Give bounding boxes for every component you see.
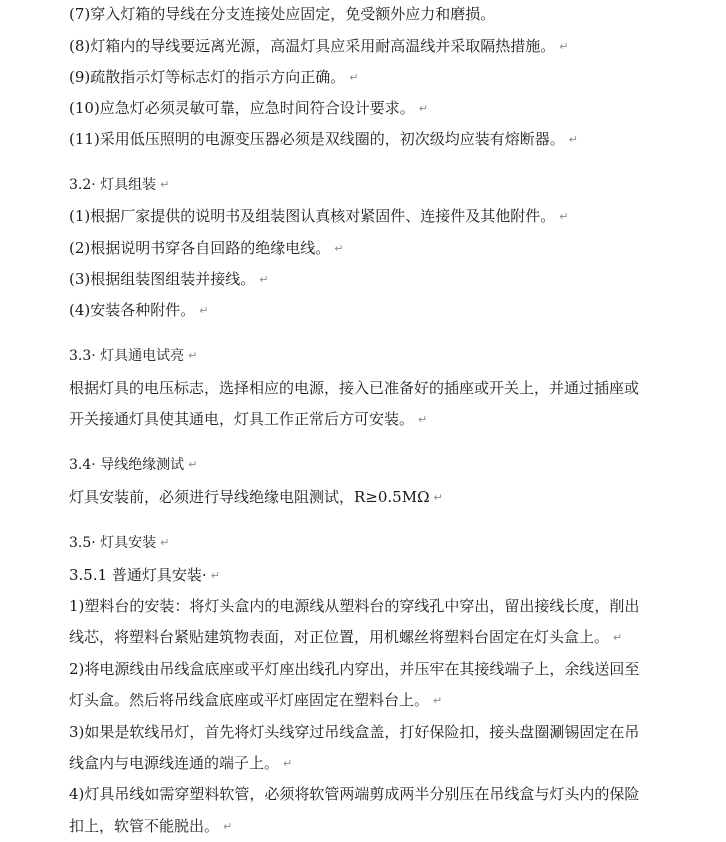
list-item-11: (11)采用低压照明的电源变压器必须是双线圈的，初次级均应装有熔断器。 ↵ <box>69 130 579 148</box>
paragraph-line: 灯头盒。然后将吊线盒底座或平灯座固定在塑料台上。 ↵ <box>69 691 443 709</box>
list-item-3: (3)根据组装图组装并接线。 ↵ <box>69 270 269 288</box>
paragraph-mark-icon: ↵ <box>188 349 198 362</box>
paragraph-mark-icon: ↵ <box>199 304 209 317</box>
subsection-heading-3-5-1: 3.5.1 普通灯具安装· ↵ <box>69 566 220 584</box>
paragraph-mark-icon: ↵ <box>349 71 359 84</box>
paragraph-line: 3)如果是软线吊灯，首先将灯头线穿过吊线盒盖，打好保险扣，接头盘圈涮锡固定在吊 <box>69 723 640 741</box>
paragraph-mark-icon: ↵ <box>283 757 293 770</box>
paragraph-mark-icon: ↵ <box>559 210 569 223</box>
paragraph-line: 线芯，将塑料台紧贴建筑物表面，对正位置，用机螺丝将塑料台固定在灯头盒上。 ↵ <box>69 628 623 646</box>
list-item-1: (1)根据厂家提供的说明书及组装图认真核对紧固件、连接件及其他附件。 ↵ <box>69 207 569 225</box>
paragraph-mark-icon: ↵ <box>210 569 220 582</box>
section-heading-3-3: 3.3· 灯具通电试亮 ↵ <box>69 348 198 364</box>
paragraph-mark-icon: ↵ <box>433 491 443 504</box>
list-item-8: (8)灯箱内的导线要远离光源，高温灯具应采用耐高温线并采取隔热措施。 ↵ <box>69 37 569 55</box>
paragraph-mark-icon: ↵ <box>568 133 579 146</box>
paragraph-line: 2)将电源线由吊线盒底座或平灯座出线孔内穿出，并压牢在其接线端子上，余线送回至 <box>69 660 640 678</box>
paragraph-mark-icon: ↵ <box>418 102 429 115</box>
paragraph-mark-icon: ↵ <box>223 820 233 833</box>
list-item-9: (9)疏散指示灯等标志灯的指示方向正确。 ↵ <box>69 68 359 86</box>
paragraph-mark-icon: ↵ <box>613 631 623 644</box>
paragraph-line: 1)塑料台的安装：将灯头盒内的电源线从塑料台的穿线孔中穿出，留出接线长度，削出 <box>69 597 640 615</box>
section-heading-3-5: 3.5· 灯具安装 ↵ <box>69 535 170 551</box>
paragraph-line: 扣上，软管不能脱出。 ↵ <box>69 817 233 835</box>
paragraph-mark-icon: ↵ <box>334 242 344 255</box>
list-item-4: (4)安装各种附件。 ↵ <box>69 301 209 319</box>
paragraph-mark-icon: ↵ <box>418 413 428 426</box>
paragraph-line: 线盒内与电源线连通的端子上。 ↵ <box>69 754 293 772</box>
paragraph-line: 灯具安装前，必须进行导线绝缘电阻测试，R≥0.5MΩ ↵ <box>69 488 443 506</box>
list-item-2: (2)根据说明书穿各自回路的绝缘电线。 ↵ <box>69 239 344 257</box>
section-heading-3-4: 3.4· 导线绝缘测试 ↵ <box>69 457 198 473</box>
paragraph-mark-icon: ↵ <box>188 458 198 471</box>
paragraph-line: 4)灯具吊线如需穿塑料软管，必须将软管两端剪成两半分别压在吊线盒与灯头内的保险 <box>69 785 640 803</box>
list-item-7: (7)穿入灯箱的导线在分支连接处应固定，免受额外应力和磨损。 <box>69 5 496 23</box>
paragraph-line: 根据灯具的电压标志，选择相应的电源，接入已准备好的插座或开关上，并通过插座或 <box>69 379 640 397</box>
paragraph-mark-icon: ↵ <box>160 536 170 549</box>
section-heading-3-2: 3.2· 灯具组装 ↵ <box>69 177 170 193</box>
paragraph-mark-icon: ↵ <box>559 40 569 53</box>
list-item-10: (10)应急灯必须灵敏可靠，应急时间符合设计要求。 ↵ <box>69 99 429 117</box>
paragraph-mark-icon: ↵ <box>433 694 443 707</box>
paragraph-mark-icon: ↵ <box>160 178 170 191</box>
paragraph-line: 开关接通灯具使其通电，灯具工作正常后方可安装。 ↵ <box>69 410 428 428</box>
paragraph-mark-icon: ↵ <box>259 273 269 286</box>
